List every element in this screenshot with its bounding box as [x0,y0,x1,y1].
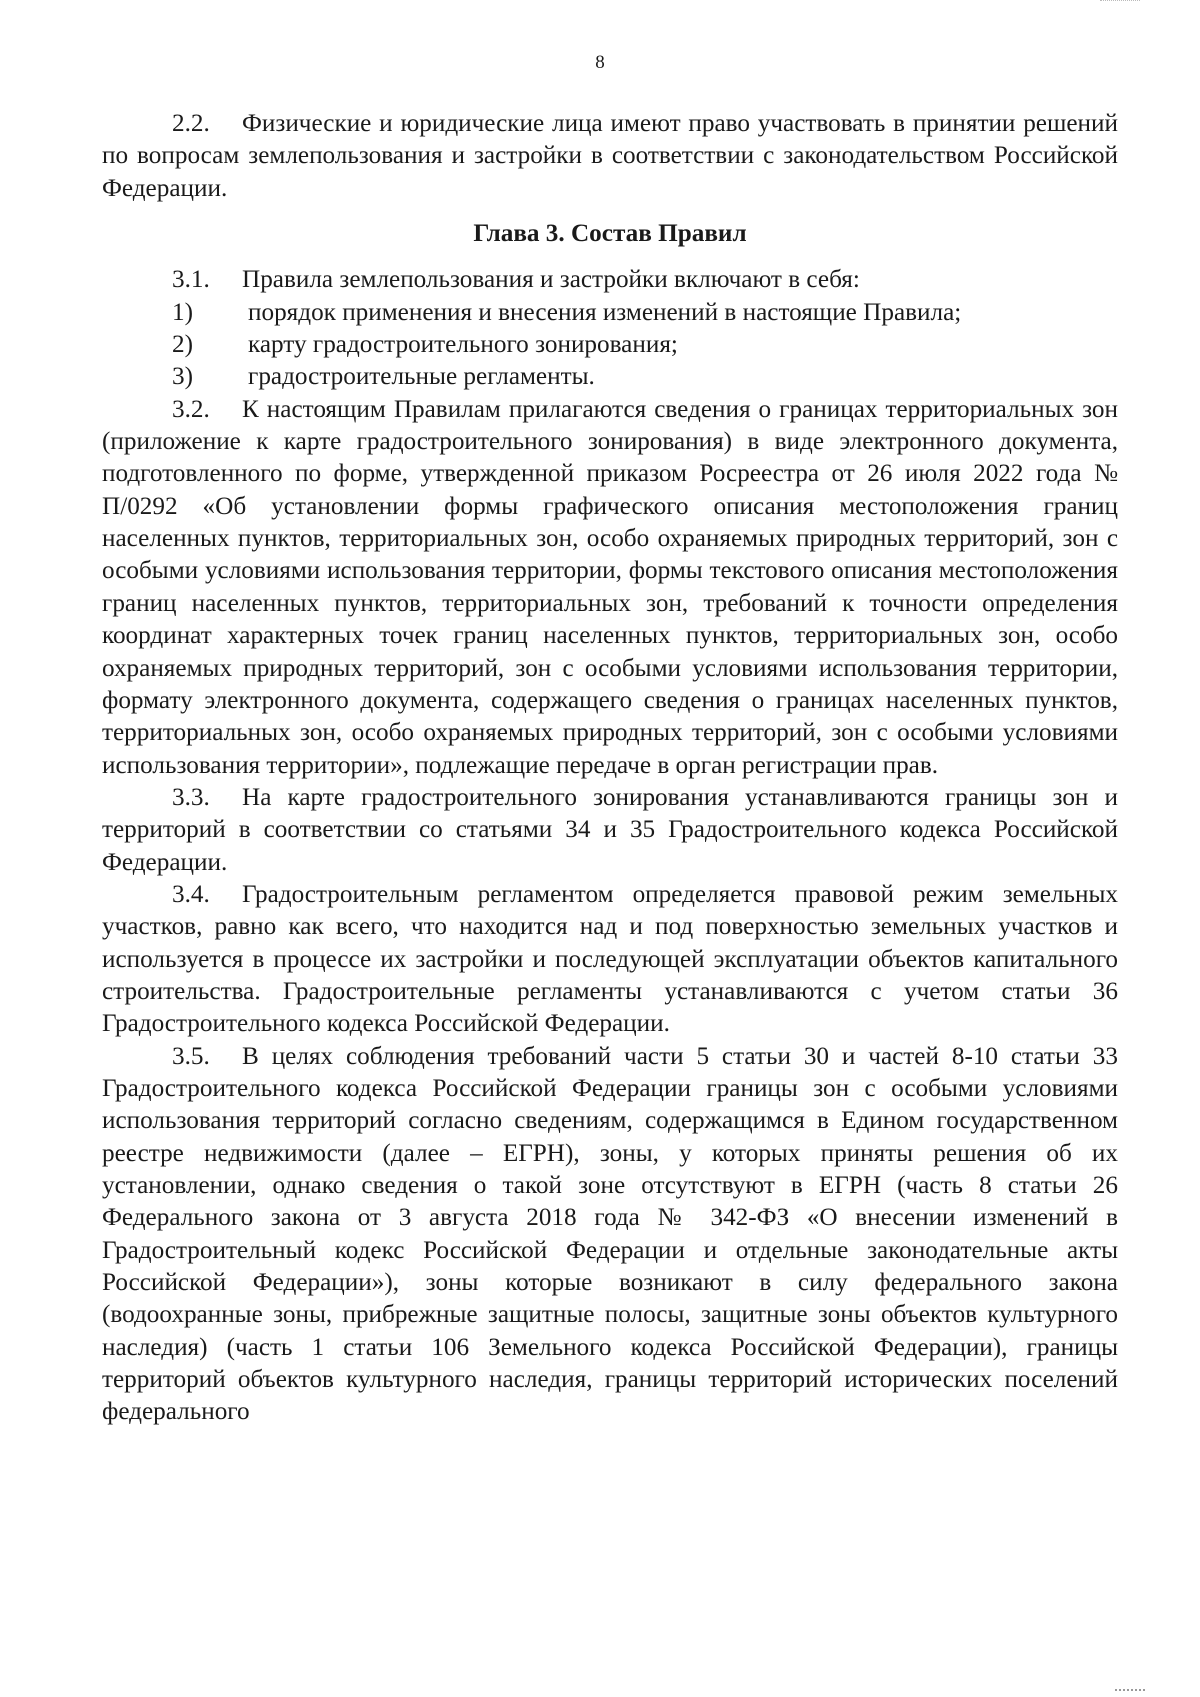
paragraph-3-1 [102,264,1118,296]
paragraph-3-4 [102,879,1118,1041]
list-item-text: карту градостроительного зонирования; [248,331,678,359]
scan-edge-mark [1100,0,1140,4]
paragraph-text: Градостроительным регламентом определяется правовой режим земельных участков, равно как всего, что находится над и под поверхностью земельных участков и используется в процессе их застройки и последующей эксплуатации объектов капитального строительства. Градостроительные регламенты устанавливаются с учетом статьи 36 Градостроительного кодекса Российской Федерации. [102,880,1118,1038]
paragraph-3-2 [102,394,1118,782]
scan-edge-mark [1115,1685,1145,1691]
paragraph-3-5 [102,1041,1118,1429]
paragraph-3-3 [102,782,1118,879]
list-item-number: 3) [172,363,193,391]
list-item-text: градостроительные регламенты. [248,363,595,391]
paragraph-number: 3.5. [172,1042,210,1070]
list-item [102,361,1118,393]
paragraph-text: Правила землепользования и застройки включают в себя: [242,266,860,294]
paragraph-number: 3.1. [172,266,210,294]
paragraph-number: 3.2. [172,395,210,423]
paragraph-number: 3.4. [172,880,210,908]
paragraph-text: Физические и юридические лица имеют право участвовать в принятии решений по вопросам землепользования и застройки в соответствии с законодательством Российской Федерации. [102,110,1118,202]
list-item [102,297,1118,329]
chapter-heading: Глава 3. Состав Правил [473,220,747,248]
paragraph-text: В целях соблюдения требований части 5 статьи 30 и частей 8-10 статьи 33 Градостроительного кодекса Российской Федерации границы зон с особыми условиями использования территорий согласно сведениям, содержащимся в Едином государственном реестре недвижимости (далее – ЕГРН), зоны, у которых приняты решения об их установлении, однако сведения о такой зоне отсутствуют в ЕГРН (часть 8 статьи 26 Федерального закона от 3 августа 2018 года № 342-ФЗ «О внесении изменений в Градостроительный кодекс Российской Федерации и отдельные законодательные акты Российской Федерации»), зоны которые возникают в силу федерального закона (водоохранные зоны, прибрежные защитные полосы, защитные зоны объектов культурного наследия) (часть 1 статьи 106 Земельного кодекса Российской Федерации), границы территорий объектов культурного наследия, границы территорий исторических поселений федерального [102,1042,1118,1426]
list-item-text: порядок применения и внесения изменений в настоящие Правила; [248,298,962,326]
paragraph-2-2 [102,108,1118,205]
document-body [102,108,1118,1429]
list-item [102,329,1118,361]
page-number: 8 [595,52,605,73]
paragraph-number: 3.3. [172,783,210,811]
paragraph-text: На карте градостроительного зонирования устанавливаются границы зон и территорий в соответствии со статьями 34 и 35 Градостроительного кодекса Российской Федерации. [102,783,1118,876]
list-item-number: 2) [172,331,193,359]
list-item-number: 1) [172,298,193,326]
paragraph-number: 2.2. [172,110,210,137]
paragraph-text: К настоящим Правилам прилагаются сведения о границах территориальных зон (приложение к карте градостроительного зонирования) в виде электронного документа, подготовленного по форме, утвержденной приказом Росреестра от 26 июля 2022 года № П/0292 «Об установлении формы графического описания местоположения границ населенных пунктов, территориальных зон, особо охраняемых природных территорий, зон с особыми условиями использования территории, формы текстового описания местоположения границ населенных пунктов, территориальных зон, требований к точности определения координат характерных точек границ населенных пунктов, территориальных зон, особо охраняемых природных территорий, зон с особыми условиями использования территории, формату электронного документа, содержащего сведения о границах населенных пунктов, территориальных зон, особо охраняемых природных территорий, зон с особыми условиями использования территории», подлежащие передаче в орган регистрации прав. [102,395,1118,779]
